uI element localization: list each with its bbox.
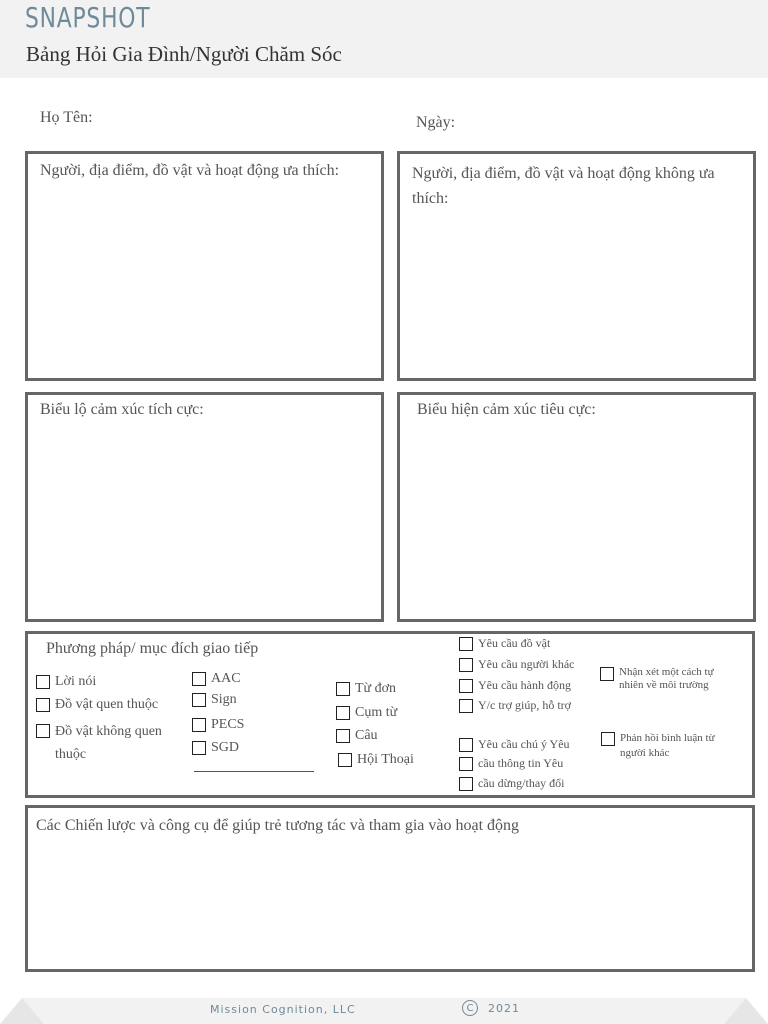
checkbox-sgd[interactable]: SGD <box>192 739 239 757</box>
checkbox-request-object[interactable]: Yêu cầu đồ vật <box>459 636 550 651</box>
date-label: Ngày: <box>416 114 456 131</box>
checkbox-icon[interactable] <box>192 693 206 707</box>
checkbox-icon[interactable] <box>459 658 473 672</box>
checkbox-icon[interactable] <box>336 706 350 720</box>
checkbox-conversation[interactable]: Hội Thoại <box>338 751 414 769</box>
checkbox-unfamiliar-object[interactable]: Đồ vật không quen thuộc <box>36 720 186 766</box>
checkbox-icon[interactable] <box>459 738 473 752</box>
checkbox-icon[interactable] <box>192 718 206 732</box>
positive-emotion-box[interactable] <box>25 392 384 622</box>
checkbox-request-stop[interactable]: cầu dừng/thay đổi <box>459 776 564 791</box>
checkbox-respond-comment[interactable]: Phản hồi bình luận từ người khác <box>601 731 741 761</box>
checkbox-icon[interactable] <box>336 682 350 696</box>
checkbox-aac[interactable]: AAC <box>192 670 241 688</box>
checkbox-icon[interactable] <box>36 724 50 738</box>
checkbox-icon[interactable] <box>459 757 473 771</box>
checkbox-icon[interactable] <box>459 777 473 791</box>
negative-emotion-label: Biểu hiện cảm xúc tiêu cực: <box>417 401 596 418</box>
checkbox-request-attention[interactable]: Yêu cầu chú ý Yêu <box>459 737 570 752</box>
checkbox-familiar-object[interactable]: Đồ vật quen thuộc <box>36 696 158 714</box>
checkbox-sign[interactable]: Sign <box>192 691 237 709</box>
header-bar <box>0 0 768 78</box>
checkbox-speech[interactable]: Lời nói <box>36 673 96 691</box>
dislikes-label: Người, địa điểm, đồ vật và hoạt động không ưa thích: <box>412 165 715 207</box>
other-blank-line[interactable] <box>194 771 314 772</box>
positive-emotion-label: Biểu lộ cảm xúc tích cực: <box>40 401 204 418</box>
footer-bar <box>0 998 768 1024</box>
checkbox-icon[interactable] <box>459 637 473 651</box>
checkbox-request-info[interactable]: cầu thông tin Yêu <box>459 756 563 771</box>
checkbox-icon[interactable] <box>36 698 50 712</box>
footer-year: 2021 <box>488 1001 520 1015</box>
checkbox-spontaneous-comment[interactable]: Nhận xét một cách tự nhiên về môi trường <box>600 666 740 692</box>
form-subtitle: Bảng Hỏi Gia Đình/Người Chăm Sóc <box>26 42 342 66</box>
checkbox-icon[interactable] <box>192 741 206 755</box>
copyright-icon: C <box>462 1000 478 1016</box>
negative-emotion-box[interactable] <box>397 392 756 622</box>
communication-title: Phương pháp/ mục đích giao tiếp <box>46 640 259 657</box>
likes-label: Người, địa điểm, đồ vật và hoạt động ưa thích: <box>40 162 340 179</box>
checkbox-icon[interactable] <box>601 732 615 746</box>
strategies-label: Các Chiến lược và công cụ để giúp trẻ tương tác và tham gia vào hoạt động <box>36 817 520 834</box>
checkbox-request-help[interactable]: Y/c trợ giúp, hỗ trợ <box>459 698 571 713</box>
checkbox-icon[interactable] <box>459 679 473 693</box>
likes-box[interactable] <box>25 151 384 381</box>
footer-left-corner <box>0 998 44 1024</box>
checkbox-pecs[interactable]: PECS <box>192 716 244 734</box>
checkbox-icon[interactable] <box>192 672 206 686</box>
strategies-box[interactable] <box>25 805 755 972</box>
checkbox-request-action[interactable]: Yêu cầu hành động <box>459 678 571 693</box>
footer-right-corner <box>724 998 768 1024</box>
dislikes-box[interactable] <box>397 151 756 381</box>
checkbox-phrase[interactable]: Cụm từ <box>336 704 397 722</box>
footer-copyright <box>462 1000 520 1016</box>
checkbox-icon[interactable] <box>338 753 352 767</box>
checkbox-request-person[interactable]: Yêu cầu người khác <box>459 657 574 672</box>
checkbox-sentence[interactable]: Câu <box>336 727 378 745</box>
checkbox-single-word[interactable]: Từ đơn <box>336 680 396 698</box>
checkbox-icon[interactable] <box>336 729 350 743</box>
checkbox-icon[interactable] <box>459 699 473 713</box>
checkbox-icon[interactable] <box>36 675 50 689</box>
brand-title: SNAPSHOT <box>25 1 151 34</box>
name-label: Họ Tên: <box>40 109 93 126</box>
checkbox-icon[interactable] <box>600 667 614 681</box>
footer-company: Mission Cognition, LLC <box>210 1003 356 1016</box>
